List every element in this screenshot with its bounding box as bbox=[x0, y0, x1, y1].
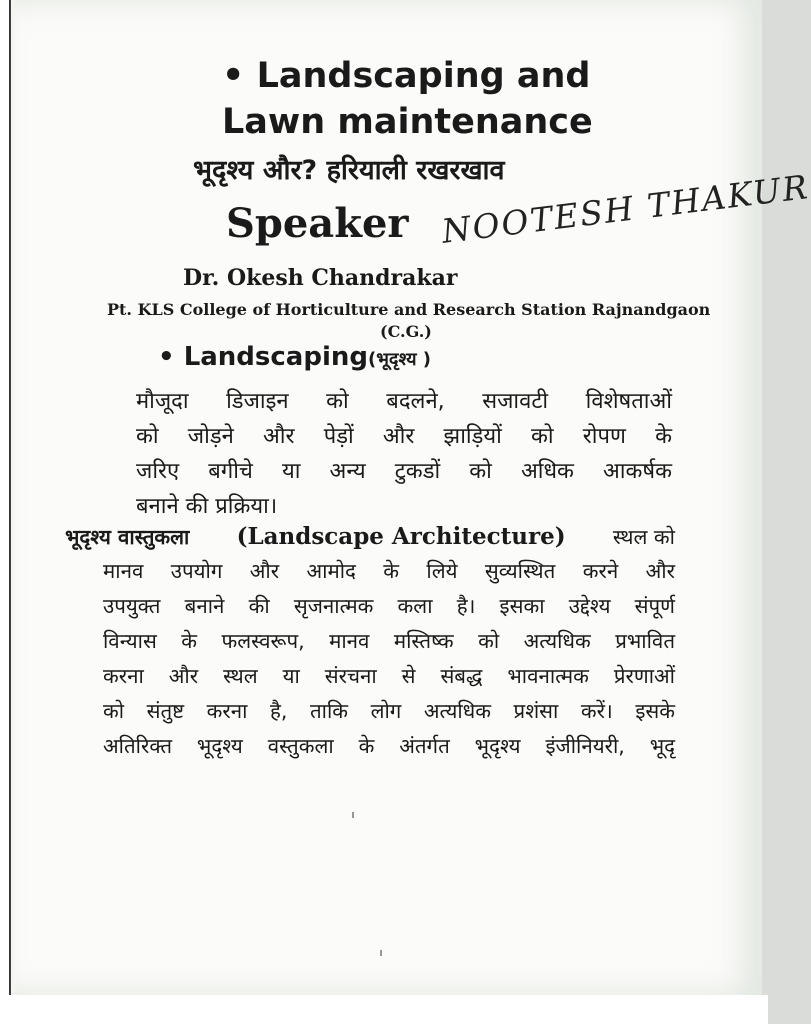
college-name: Pt. KLS College of Horticulture and Research Station Rajnandgaon bbox=[107, 300, 711, 319]
definition-line: जरिए बगीचे या अन्य टुकडों को अधिक आकर्षक bbox=[136, 459, 672, 484]
page-edge bbox=[0, 0, 14, 995]
architecture-lead-line bbox=[65, 519, 675, 555]
definition-line: बनाने की प्रक्रिया। bbox=[136, 494, 278, 519]
architecture-line: मानव उपयोग और आमोद के लिये सुव्यस्थित करने और bbox=[103, 559, 675, 583]
title-text-2: Lawn maintenance bbox=[222, 102, 593, 142]
definition-line: मौजूदा डिजाइन को बदलने, सजावटी विशेषताओं bbox=[136, 389, 672, 414]
architecture-paragraph bbox=[103, 554, 675, 764]
page-title-line-2 bbox=[222, 100, 593, 144]
architecture-line: को संतुष्ट करना है, ताकि लोग अत्यधिक प्रशंसा करें। इसके bbox=[103, 699, 675, 723]
architecture-lead-en: (Landscape Architecture) bbox=[236, 523, 566, 550]
section-heading bbox=[158, 342, 431, 372]
speaker-label: Speaker bbox=[226, 200, 409, 247]
presenter-name: Dr. Okesh Chandrakar bbox=[183, 265, 458, 291]
architecture-lead-hi: भूदृश्य वास्तुकला bbox=[65, 525, 190, 549]
section-bullet: • bbox=[158, 342, 175, 372]
architecture-line: उपयुक्त बनाने की सृजनात्मक कला है। इसका उद्देश्य संपूर्ण bbox=[103, 594, 675, 618]
section-heading-hi: (भूदृश्य ) bbox=[368, 349, 432, 370]
definition-line: को जोड़ने और पेड़ों और झाड़ियों को रोपण के bbox=[136, 424, 672, 449]
page-bottom-margin bbox=[0, 995, 768, 1024]
architecture-line: करना और स्थल या संरचना से संबद्ध भावनात्मक प्रेरणाओं bbox=[103, 664, 675, 688]
handwritten-speaker-name: NOOTESH THAKUR bbox=[439, 167, 811, 251]
architecture-line: विन्यास के फलस्वरूप, मानव मस्तिष्क को अत्यधिक प्रभावित bbox=[103, 629, 675, 653]
title-text-1: Landscaping and bbox=[256, 56, 591, 96]
scan-speck bbox=[352, 812, 354, 818]
architecture-lead-rest: स्थल को bbox=[612, 525, 675, 549]
architecture-line: अतिरिक्त भूदृश्य वस्तुकला के अंतर्गत भूदृश्य इंजीनियरी, भूदृ bbox=[103, 734, 675, 758]
definition-paragraph bbox=[136, 384, 672, 524]
section-heading-en: Landscaping bbox=[183, 342, 368, 372]
hindi-title: भूदृश्य और? हरियाली रखरखाव bbox=[193, 155, 505, 186]
scan-speck bbox=[380, 950, 382, 956]
page-title-line-1 bbox=[222, 54, 590, 98]
title-bullet: • bbox=[222, 56, 245, 96]
college-state: (C.G.) bbox=[380, 322, 432, 341]
